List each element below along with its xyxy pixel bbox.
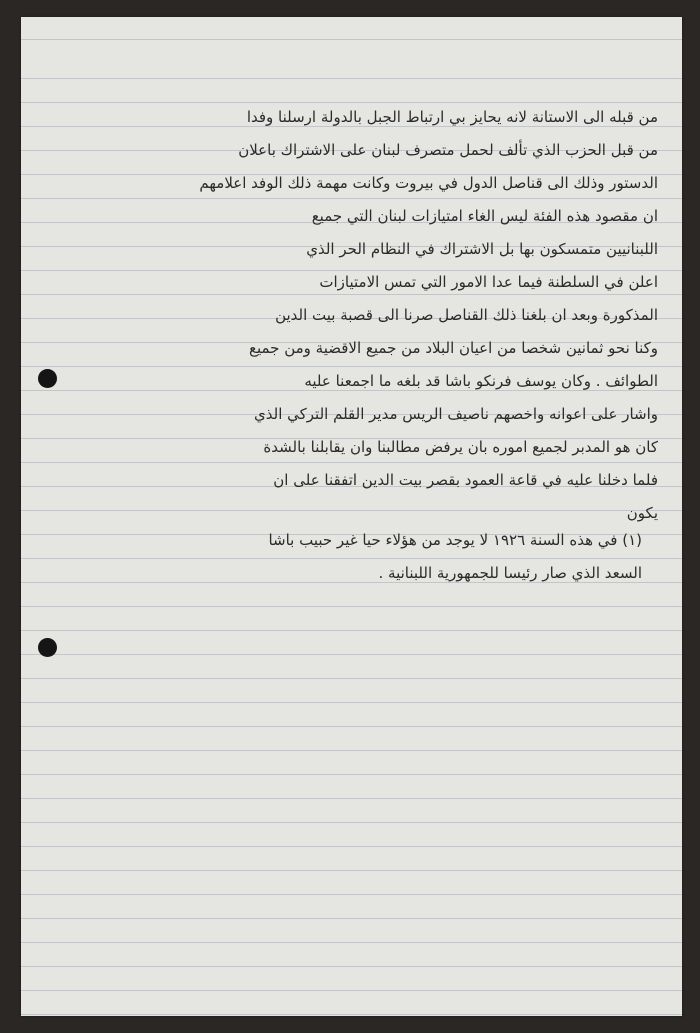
text-line: من قبل الحزب الذي تألف لحمل متصرف لبنان على الاشتراك باعلان: [238, 141, 658, 159]
footnote-line: السعد الذي صار رئيسا للجمهورية اللبنانية .: [378, 564, 642, 582]
letter-sheet: [21, 17, 682, 1016]
text-line: المذكورة وبعد ان بلغنا ذلك القناصل صرنا الى قصبة بيت الدين: [275, 306, 658, 324]
text-line: اعلن في السلطنة فيما عدا الامور التي تمس الامتيازات: [319, 273, 658, 291]
text-line: ان مقصود هذه الفئة ليس الغاء امتيازات لبنان التي جميع: [311, 207, 658, 225]
text-line: واشار على اعوانه واخصهم ناصيف الريس مدير القلم التركي الذي: [254, 405, 658, 423]
text-line: الطوائف . وكان يوسف فرنكو باشا قد بلغه ما اجمعنا عليه: [304, 372, 658, 390]
text-line: الدستور وذلك الى قناصل الدول في بيروت وكانت مهمة ذلك الوفد اعلامهم: [199, 174, 658, 192]
handwritten-paragraph: [61, 101, 658, 530]
text-line: وكنا نحو ثمانين شخصا من اعيان البلاد من جميع الاقضية ومن جميع: [248, 339, 658, 357]
text-line: كان هو المدبر لجميع اموره بان يرفض مطالبنا وان يقابلنا بالشدة: [263, 438, 658, 456]
text-line: من قبله الى الاستانة لانه يحايز بي ارتباط الجبل بالدولة ارسلنا وفدا: [246, 108, 658, 126]
punch-hole: [38, 369, 57, 388]
footnote: [45, 524, 642, 590]
text-line: اللبنانيين متمسكون بها بل الاشتراك في النظام الحر الذي: [306, 240, 658, 258]
footnote-line: (١) في هذه السنة ١٩٢٦ لا يوجد من هؤلاء حيا غير حبيب باشا: [268, 531, 642, 549]
text-line: فلما دخلنا عليه في قاعة العمود بقصر بيت الدين اتفقنا على ان: [273, 471, 658, 489]
text-line: يكون: [626, 504, 658, 522]
punch-hole: [38, 638, 57, 657]
